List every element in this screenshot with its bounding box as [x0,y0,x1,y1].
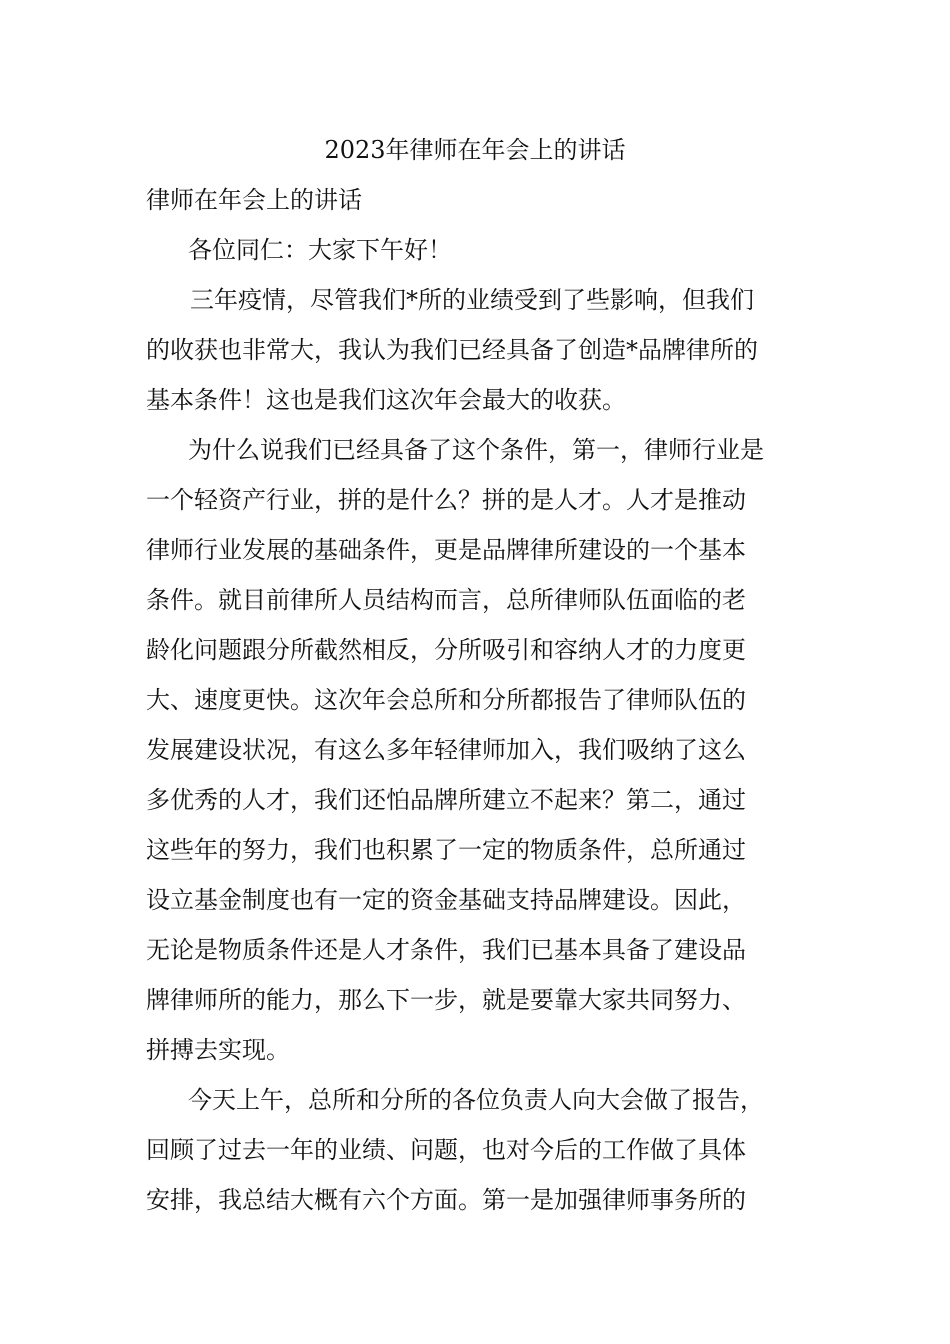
paragraph-1-line-1: 三年疫情，尽管我们*所的业绩受到了些影响，但我们 [190,286,754,314]
paragraph-3-line-2: 回顾了过去一年的业绩、问题，也对今后的工作做了具体 [146,1136,746,1164]
paragraph-2-line-3: 律师行业发展的基础条件，更是品牌律所建设的一个基本 [146,536,746,564]
paragraph-2-line-12: 牌律师所的能力，那么下一步，就是要靠大家共同努力、 [146,986,746,1014]
paragraph-2-line-13: 拼搏去实现。 [146,1036,290,1064]
document-subtitle: 律师在年会上的讲话 [146,186,362,214]
paragraph-2-line-2: 一个轻资产行业，拼的是什么？拼的是人才。人才是推动 [146,486,746,514]
document-title: 2023年律师在年会上的讲话 [324,136,626,164]
paragraph-2-line-7: 发展建设状况，有这么多年轻律师加入，我们吸纳了这么 [146,736,746,764]
paragraph-2-line-8: 多优秀的人才，我们还怕品牌所建立不起来？第二，通过 [146,786,746,814]
paragraph-2-line-1: 为什么说我们已经具备了这个条件，第一，律师行业是 [188,436,764,464]
paragraph-3-line-3: 安排，我总结大概有六个方面。第一是加强律师事务所的 [146,1186,746,1214]
paragraph-2-line-6: 大、速度更快。这次年会总所和分所都报告了律师队伍的 [146,686,746,714]
paragraph-2-line-4: 条件。就目前律所人员结构而言，总所律师队伍面临的老 [146,586,746,614]
paragraph-2-line-11: 无论是物质条件还是人才条件，我们已基本具备了建设品 [146,936,746,964]
greeting-line: 各位同仁：大家下午好！ [188,236,452,264]
paragraph-3-line-1: 今天上午，总所和分所的各位负责人向大会做了报告， [188,1086,764,1114]
paragraph-2-line-10: 设立基金制度也有一定的资金基础支持品牌建设。因此， [146,886,746,914]
paragraph-1-line-2: 的收获也非常大，我认为我们已经具备了创造*品牌律所的 [146,336,758,364]
paragraph-2-line-9: 这些年的努力，我们也积累了一定的物质条件，总所通过 [146,836,746,864]
paragraph-1-line-3: 基本条件！这也是我们这次年会最大的收获。 [146,386,626,414]
paragraph-2-line-5: 龄化问题跟分所截然相反，分所吸引和容纳人才的力度更 [146,636,746,664]
